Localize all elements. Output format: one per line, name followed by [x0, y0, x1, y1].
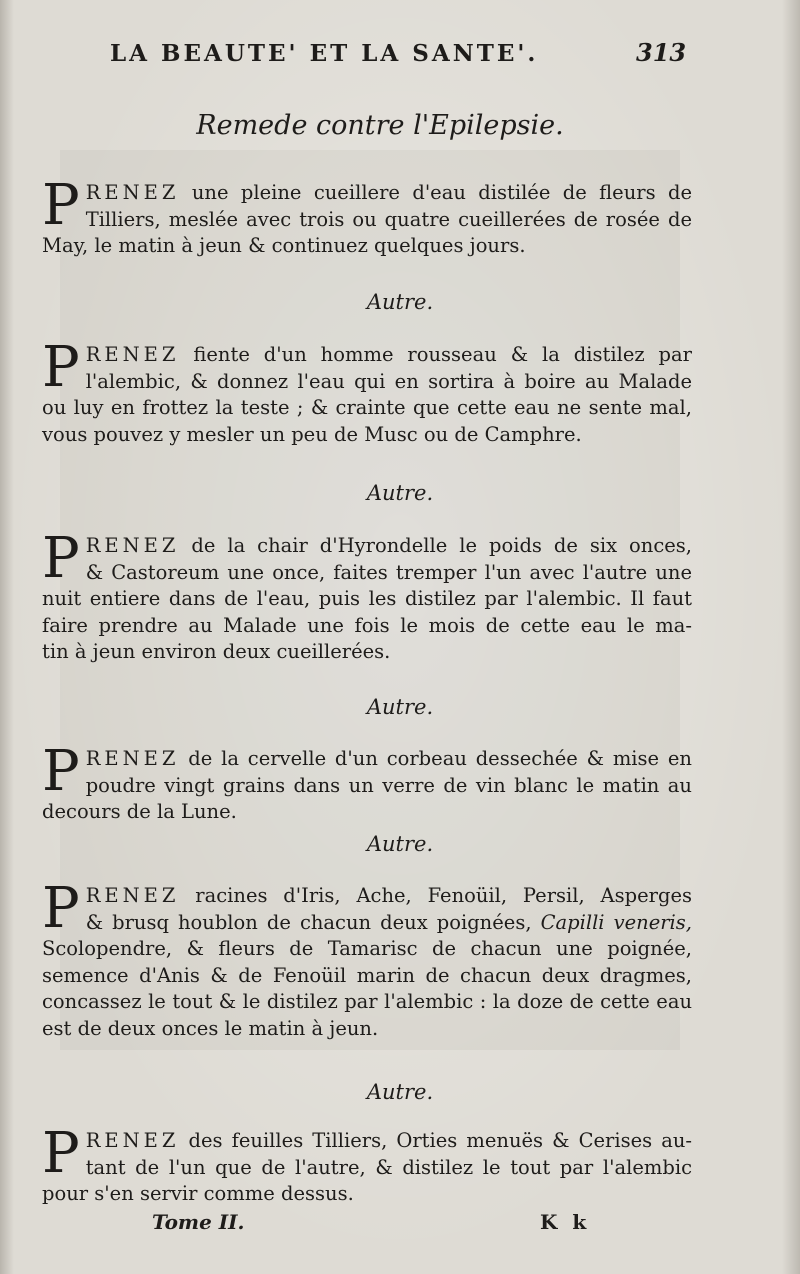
- text-line: & Castoreum une once, faites tremper l'un avec l'autre une: [85, 560, 692, 584]
- section-heading: Autre.: [366, 695, 434, 719]
- section-heading: Autre.: [366, 481, 434, 505]
- recipe-paragraph: [42, 335, 692, 448]
- text-line: tin à jeun environ deux cueillerées.: [42, 640, 391, 663]
- text-line: poudre vingt grains dans un verre de vin blanc le matin au: [85, 773, 692, 797]
- text-line: de la cervelle d'un corbeau dessechée & mise en: [179, 747, 692, 770]
- latin-plant-name: Capilli veneris,: [540, 910, 692, 934]
- text-line: fiente d'un homme rousseau & la distilez par: [179, 343, 692, 366]
- signature-mark: K k: [540, 1210, 591, 1234]
- lead-word: RENEZ: [85, 534, 180, 557]
- volume-label: Tome II.: [152, 1210, 245, 1234]
- text-line: May, le matin à jeun & continuez quelques jours.: [42, 234, 526, 257]
- text-line: une pleine cueillere d'eau distilée de fleurs de: [179, 181, 692, 204]
- recipe-paragraph: [42, 526, 692, 666]
- drop-capital: P: [42, 335, 80, 400]
- recipe-paragraph: [42, 1121, 692, 1208]
- page-number: 313: [636, 38, 687, 67]
- text-line: tant de l'un que de l'autre, & distilez le tout par l'alembic: [85, 1155, 692, 1179]
- drop-capital: P: [42, 739, 80, 804]
- recipe-paragraph: [42, 739, 692, 826]
- section-heading: Autre.: [366, 1080, 434, 1104]
- lead-word: RENEZ: [85, 747, 180, 770]
- drop-capital: P: [42, 1121, 80, 1186]
- drop-capital: P: [42, 526, 80, 591]
- text-line: des feuilles Tilliers, Orties menuës & Cerises au-: [179, 1129, 692, 1152]
- drop-capital: P: [42, 876, 80, 941]
- recipe-paragraph: [42, 173, 692, 260]
- text-line: racines d'Iris, Ache, Fenoüil, Persil, Asperges: [179, 884, 692, 907]
- text-line: de la chair d'Hyrondelle le poids de six onces,: [179, 534, 692, 557]
- lead-word: RENEZ: [85, 1129, 180, 1152]
- text-line: concassez le tout & le distilez par l'alembic : la doze de cette eau: [42, 990, 692, 1013]
- text-line: & brusq houblon de chacun deux poignées,: [85, 910, 541, 934]
- text-line: vous pouvez y mesler un peu de Musc ou de Camphre.: [42, 422, 582, 446]
- text-line: semence d'Anis & de Fenoüil marin de chacun deux dragmes,: [42, 963, 692, 987]
- lead-word: RENEZ: [85, 884, 180, 907]
- lead-word: RENEZ: [85, 343, 180, 366]
- lead-word: RENEZ: [85, 181, 180, 204]
- text-line: Scolopendre, & fleurs de Tamarisc de chacun une poignée,: [42, 937, 692, 960]
- chapter-title: Remede contre l'Epilepsie.: [196, 110, 564, 141]
- text-line: faire prendre au Malade une fois le mois de cette eau le ma-: [42, 613, 692, 637]
- text-line: ou luy en frottez la teste ; & crainte que cette eau ne sente mal,: [42, 396, 692, 419]
- section-heading: Autre.: [366, 290, 434, 314]
- text-line: nuit entiere dans de l'eau, puis les distilez par l'alembic. Il faut: [42, 587, 692, 610]
- text-line: Tilliers, meslée avec trois ou quatre cueillerées de rosée de: [85, 207, 692, 231]
- text-line: l'alembic, & donnez l'eau qui en sortira à boire au Malade: [85, 369, 692, 393]
- text-line: pour s'en servir comme dessus.: [42, 1182, 354, 1205]
- running-head: LA BEAUTE' ET LA SANTE'.: [110, 40, 539, 67]
- text-line: est de deux onces le matin à jeun.: [42, 1016, 379, 1040]
- recipe-paragraph: [42, 876, 692, 1042]
- text-line: decours de la Lune.: [42, 800, 237, 823]
- drop-capital: P: [42, 173, 80, 238]
- section-heading: Autre.: [366, 832, 434, 856]
